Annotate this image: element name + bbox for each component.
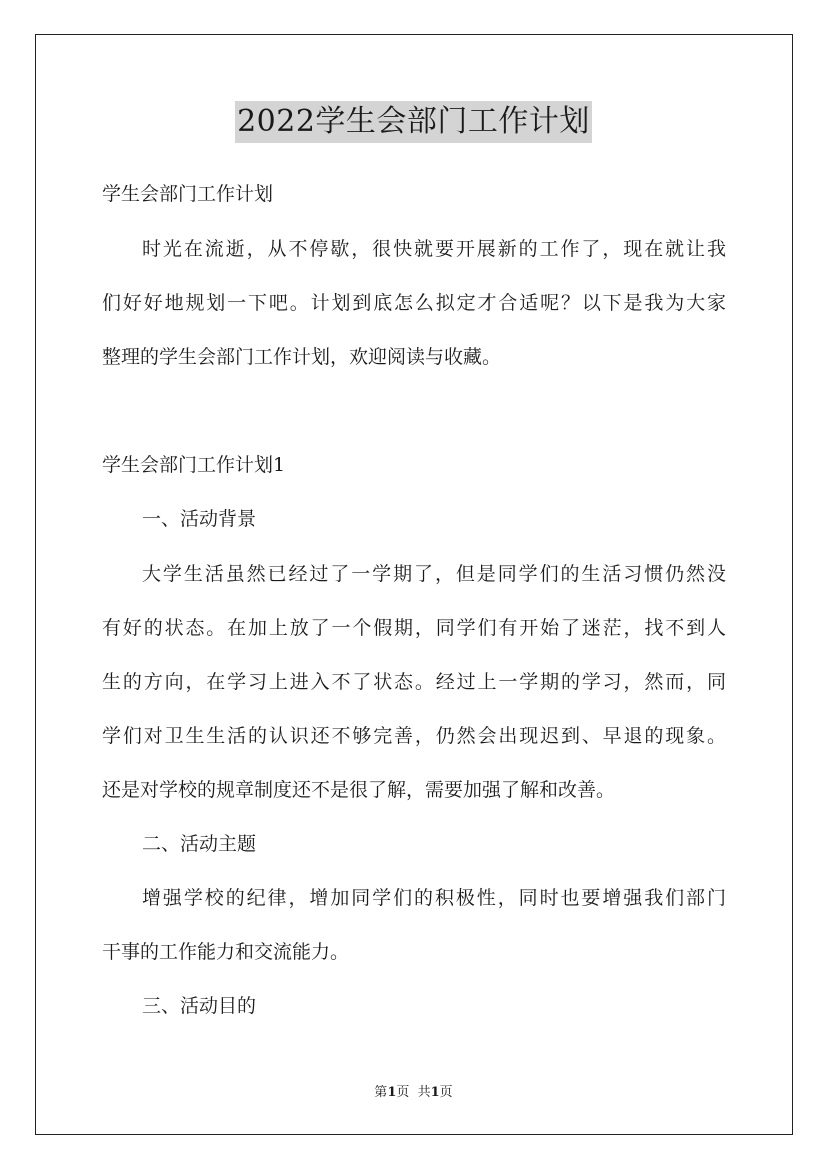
footer-page-mid: 页 共 bbox=[396, 1085, 431, 1100]
footer-page-total: 1 bbox=[430, 1085, 440, 1100]
background-line-5: 还是对学校的规章制度还不是很了解，需要加强了解和改善。 bbox=[102, 779, 616, 801]
section-title: 学生会部门工作计划1 bbox=[102, 454, 286, 476]
background-line-1: 大学生活虽然已经过了一学期了，但是同学们的生活习惯仍然没 bbox=[142, 563, 726, 585]
heading-purpose: 三、活动目的 bbox=[142, 995, 257, 1017]
footer-page-current: 1 bbox=[387, 1085, 397, 1100]
document-title: 2022学生会部门工作计划 bbox=[235, 101, 592, 143]
theme-line-2: 干事的工作能力和交流能力。 bbox=[102, 941, 350, 963]
heading-background: 一、活动背景 bbox=[142, 508, 257, 530]
intro-line-2: 们好好地规划一下吧。计划到底怎么拟定才合适呢？以下是我为大家 bbox=[102, 292, 726, 314]
intro-line-1: 时光在流逝，从不停歇，很快就要开展新的工作了，现在就让我 bbox=[142, 238, 726, 260]
page-footer bbox=[0, 1084, 827, 1102]
background-line-4: 学们对卫生生活的认识还不够完善，仍然会出现迟到、早退的现象。 bbox=[102, 725, 726, 747]
theme-line-1: 增强学校的纪律，增加同学们的积极性，同时也要增强我们部门 bbox=[142, 887, 726, 909]
heading-theme: 二、活动主题 bbox=[142, 833, 257, 855]
title-container bbox=[0, 101, 827, 143]
background-line-2: 有好的状态。在加上放了一个假期，同学们有开始了迷茫，找不到人 bbox=[102, 617, 726, 639]
background-line-3: 生的方向，在学习上进入不了状态。经过上一学期的学习，然而，同 bbox=[102, 671, 726, 693]
footer-page-prefix: 第 bbox=[374, 1085, 388, 1100]
document-subtitle: 学生会部门工作计划 bbox=[102, 183, 274, 205]
intro-line-3: 整理的学生会部门工作计划，欢迎阅读与收藏。 bbox=[102, 346, 502, 368]
footer-page-suffix: 页 bbox=[439, 1085, 453, 1100]
